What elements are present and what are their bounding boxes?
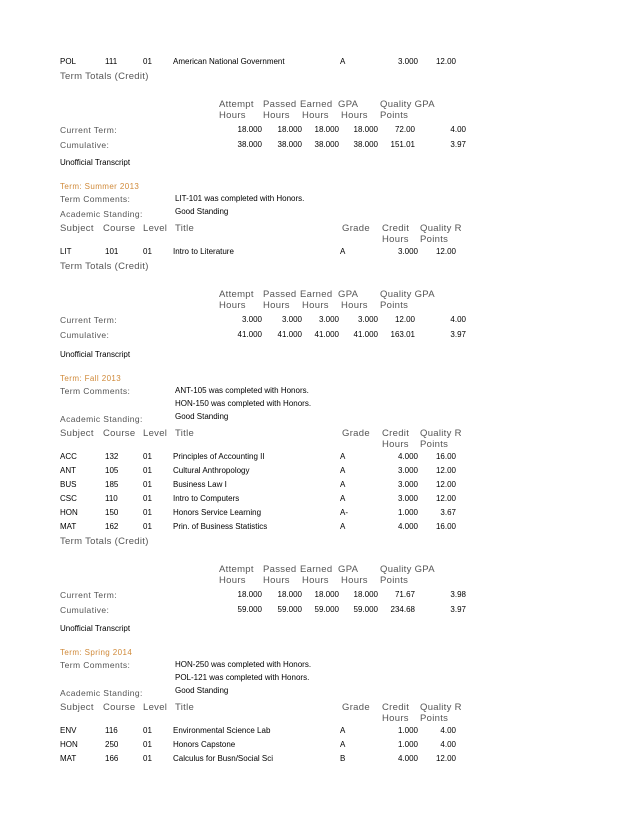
hours-label: Hours: [302, 110, 329, 121]
course-number: 166: [105, 754, 119, 763]
course-level: 01: [143, 726, 152, 735]
hours-label: Hours: [263, 110, 290, 121]
course-credit-hours: 4.000: [397, 754, 418, 763]
course-title: Intro to Literature: [173, 247, 234, 256]
col-grade-header: Grade: [342, 702, 370, 713]
current-term-label: Current Term:: [60, 590, 118, 600]
col-gpa-header: GPA: [338, 99, 359, 110]
col-subject-header: Subject: [60, 702, 94, 713]
col-credit-header: Credit: [382, 223, 410, 234]
cumulative-value: 38.000: [237, 140, 262, 149]
course-subject: MAT: [60, 522, 77, 531]
col-earned-header: Earned: [300, 289, 333, 300]
course-quality-points: 12.00: [435, 57, 456, 66]
course-credit-hours: 3.000: [397, 466, 418, 475]
course-subject: ENV: [60, 726, 77, 735]
points-label: Points: [380, 110, 409, 121]
hours-label: Hours: [382, 713, 409, 724]
current-term-value: 12.00: [394, 315, 415, 324]
col-quality-header: Quality R: [420, 428, 462, 439]
cumulative-value: 59.000: [314, 605, 339, 614]
current-term-value: 3.98: [450, 590, 466, 599]
cumulative-value: 59.000: [237, 605, 262, 614]
course-title: Cultural Anthropology: [173, 466, 250, 475]
course-number: 110: [105, 494, 118, 503]
col-earned-header: Earned: [300, 564, 333, 575]
current-term-value: 18.000: [314, 125, 339, 134]
course-grade: A: [340, 466, 346, 475]
term-title: Term: Summer 2013: [60, 182, 140, 191]
col-grade-header: Grade: [342, 428, 370, 439]
term-comment: ANT-105 was completed with Honors.: [175, 386, 309, 395]
current-term-value: 4.00: [450, 315, 466, 324]
col-title-header: Title: [175, 223, 195, 234]
col-level-header: Level: [143, 428, 168, 439]
cumulative-value: 234.68: [390, 605, 415, 614]
col-credit-header: Credit: [382, 702, 410, 713]
course-level: 01: [143, 494, 152, 503]
unofficial-transcript-title: Unofficial Transcript: [60, 350, 131, 359]
col-title-header: Title: [175, 428, 195, 439]
course-credit-hours: 3.000: [397, 494, 418, 503]
course-level: 01: [143, 740, 152, 749]
cumulative-value: 41.000: [277, 330, 302, 339]
current-term-value: 72.00: [394, 125, 415, 134]
hours-label: Hours: [341, 575, 368, 586]
col-attempt-header: Attempt: [219, 99, 254, 110]
current-term-value: 4.00: [450, 125, 466, 134]
course-subject: MAT: [60, 754, 77, 763]
course-title: Honors Service Learning: [173, 508, 262, 517]
course-grade: A: [340, 57, 346, 66]
unofficial-transcript-title: Unofficial Transcript: [60, 158, 131, 167]
cumulative-label: Cumulative:: [60, 140, 110, 150]
course-subject: BUS: [60, 480, 77, 489]
course-grade: A: [340, 522, 346, 531]
col-course-header: Course: [103, 428, 136, 439]
course-grade: A: [340, 480, 346, 489]
course-grade: A: [340, 726, 346, 735]
cumulative-value: 38.000: [353, 140, 378, 149]
cumulative-value: 3.97: [450, 605, 466, 614]
hours-label: Hours: [263, 300, 290, 311]
course-number: 162: [105, 522, 119, 531]
course-level: 01: [143, 57, 152, 66]
course-subject: HON: [60, 508, 78, 517]
col-grade-header: Grade: [342, 223, 370, 234]
points-label: Points: [420, 234, 449, 245]
current-term-value: 18.000: [277, 125, 302, 134]
course-number: 116: [105, 726, 118, 735]
course-quality-points: 16.00: [435, 522, 456, 531]
course-level: 01: [143, 522, 152, 531]
course-grade: A-: [340, 508, 348, 517]
col-level-header: Level: [143, 702, 168, 713]
col-title-header: Title: [175, 702, 195, 713]
col-subject-header: Subject: [60, 428, 94, 439]
course-level: 01: [143, 247, 152, 256]
academic-standing-value: Good Standing: [175, 686, 229, 695]
col-subject-header: Subject: [60, 223, 94, 234]
course-title: Calculus for Busn/Social Sci: [173, 754, 274, 763]
course-level: 01: [143, 452, 152, 461]
course-level: 01: [143, 480, 152, 489]
cumulative-value: 163.01: [390, 330, 415, 339]
course-level: 01: [143, 508, 152, 517]
term-comments-label: Term Comments:: [60, 660, 131, 670]
hours-label: Hours: [302, 300, 329, 311]
course-quality-points: 3.67: [440, 508, 456, 517]
academic-standing-value: Good Standing: [175, 412, 229, 421]
term-comment: LIT-101 was completed with Honors.: [175, 194, 305, 203]
cumulative-label: Cumulative:: [60, 605, 110, 615]
course-number: 111: [105, 57, 118, 66]
course-credit-hours: 1.000: [397, 508, 418, 517]
cumulative-label: Cumulative:: [60, 330, 110, 340]
cumulative-value: 59.000: [277, 605, 302, 614]
course-credit-hours: 1.000: [397, 726, 418, 735]
course-subject: ACC: [60, 452, 77, 461]
col-credit-header: Credit: [382, 428, 410, 439]
course-subject: LIT: [60, 247, 72, 256]
course-level: 01: [143, 466, 152, 475]
col-quality-header: Quality R: [420, 702, 462, 713]
cumulative-value: 151.01: [390, 140, 415, 149]
current-term-value: 3.000: [281, 315, 302, 324]
hours-label: Hours: [219, 110, 246, 121]
course-credit-hours: 4.000: [397, 452, 418, 461]
col-earned-header: Earned: [300, 99, 333, 110]
course-quality-points: 12.00: [435, 247, 456, 256]
course-quality-points: 16.00: [435, 452, 456, 461]
col-gpa-header: GPA: [338, 289, 359, 300]
term-comment: HON-150 was completed with Honors.: [175, 399, 312, 408]
course-title: Principles of Accounting II: [173, 452, 265, 461]
cumulative-value: 38.000: [277, 140, 302, 149]
course-subject: CSC: [60, 494, 77, 503]
term-totals-heading: Term Totals (Credit): [60, 536, 149, 547]
col-level-header: Level: [143, 223, 168, 234]
col-attempt-header: Attempt: [219, 289, 254, 300]
course-credit-hours: 3.000: [397, 57, 418, 66]
course-credit-hours: 1.000: [397, 740, 418, 749]
course-grade: A: [340, 452, 346, 461]
course-credit-hours: 3.000: [397, 247, 418, 256]
term-totals-heading: Term Totals (Credit): [60, 71, 149, 82]
academic-standing-label: Academic Standing:: [60, 209, 143, 219]
course-subject: ANT: [60, 466, 76, 475]
term-comment: HON-250 was completed with Honors.: [175, 660, 312, 669]
course-title: Prin. of Business Statistics: [173, 522, 268, 531]
current-term-value: 3.000: [357, 315, 378, 324]
course-quality-points: 12.00: [435, 466, 456, 475]
current-term-value: 3.000: [241, 315, 262, 324]
term-comments-label: Term Comments:: [60, 386, 131, 396]
points-label: Points: [420, 439, 449, 450]
term-comment: POL-121 was completed with Honors.: [175, 673, 310, 682]
course-grade: A: [340, 740, 346, 749]
course-subject: POL: [60, 57, 77, 66]
col-quality-gpa-header: Quality GPA: [380, 289, 435, 300]
course-number: 150: [105, 508, 119, 517]
current-term-value: 71.67: [394, 590, 415, 599]
course-title: American National Government: [173, 57, 285, 66]
academic-standing-label: Academic Standing:: [60, 414, 143, 424]
current-term-value: 18.000: [353, 590, 378, 599]
current-term-label: Current Term:: [60, 125, 118, 135]
col-gpa-header: GPA: [338, 564, 359, 575]
course-quality-points: 12.00: [435, 494, 456, 503]
col-passed-header: Passed: [263, 289, 297, 300]
course-level: 01: [143, 754, 152, 763]
current-term-label: Current Term:: [60, 315, 118, 325]
unofficial-transcript-title: Unofficial Transcript: [60, 624, 131, 633]
course-grade: A: [340, 494, 346, 503]
current-term-value: 18.000: [237, 590, 262, 599]
hours-label: Hours: [219, 575, 246, 586]
course-number: 250: [105, 740, 119, 749]
course-title: Business Law I: [173, 480, 227, 489]
academic-standing-label: Academic Standing:: [60, 688, 143, 698]
course-quality-points: 12.00: [435, 480, 456, 489]
col-passed-header: Passed: [263, 99, 297, 110]
points-label: Points: [380, 575, 409, 586]
course-credit-hours: 3.000: [397, 480, 418, 489]
course-quality-points: 4.00: [440, 726, 456, 735]
col-quality-gpa-header: Quality GPA: [380, 99, 435, 110]
current-term-value: 18.000: [237, 125, 262, 134]
col-quality-gpa-header: Quality GPA: [380, 564, 435, 575]
col-course-header: Course: [103, 223, 136, 234]
current-term-value: 3.000: [318, 315, 339, 324]
cumulative-value: 41.000: [353, 330, 378, 339]
course-number: 105: [105, 466, 119, 475]
cumulative-value: 3.97: [450, 330, 466, 339]
points-label: Points: [420, 713, 449, 724]
col-quality-header: Quality R: [420, 223, 462, 234]
term-title: Term: Fall 2013: [60, 374, 122, 383]
course-title: Honors Capstone: [173, 740, 236, 749]
course-subject: HON: [60, 740, 78, 749]
course-quality-points: 4.00: [440, 740, 456, 749]
cumulative-value: 41.000: [314, 330, 339, 339]
cumulative-value: 59.000: [353, 605, 378, 614]
course-quality-points: 12.00: [435, 754, 456, 763]
points-label: Points: [380, 300, 409, 311]
hours-label: Hours: [341, 300, 368, 311]
course-title: Intro to Computers: [173, 494, 240, 503]
hours-label: Hours: [382, 439, 409, 450]
course-number: 132: [105, 452, 119, 461]
current-term-value: 18.000: [314, 590, 339, 599]
course-number: 101: [105, 247, 119, 256]
hours-label: Hours: [302, 575, 329, 586]
course-number: 185: [105, 480, 119, 489]
cumulative-value: 41.000: [237, 330, 262, 339]
hours-label: Hours: [341, 110, 368, 121]
hours-label: Hours: [219, 300, 246, 311]
cumulative-value: 38.000: [314, 140, 339, 149]
cumulative-value: 3.97: [450, 140, 466, 149]
term-comments-label: Term Comments:: [60, 194, 131, 204]
course-grade: B: [340, 754, 346, 763]
academic-standing-value: Good Standing: [175, 207, 229, 216]
course-grade: A: [340, 247, 346, 256]
current-term-value: 18.000: [353, 125, 378, 134]
term-title: Term: Spring 2014: [60, 648, 133, 657]
term-totals-heading: Term Totals (Credit): [60, 261, 149, 272]
course-credit-hours: 4.000: [397, 522, 418, 531]
hours-label: Hours: [382, 234, 409, 245]
current-term-value: 18.000: [277, 590, 302, 599]
col-attempt-header: Attempt: [219, 564, 254, 575]
col-passed-header: Passed: [263, 564, 297, 575]
hours-label: Hours: [263, 575, 290, 586]
col-course-header: Course: [103, 702, 136, 713]
course-title: Environmental Science Lab: [173, 726, 271, 735]
